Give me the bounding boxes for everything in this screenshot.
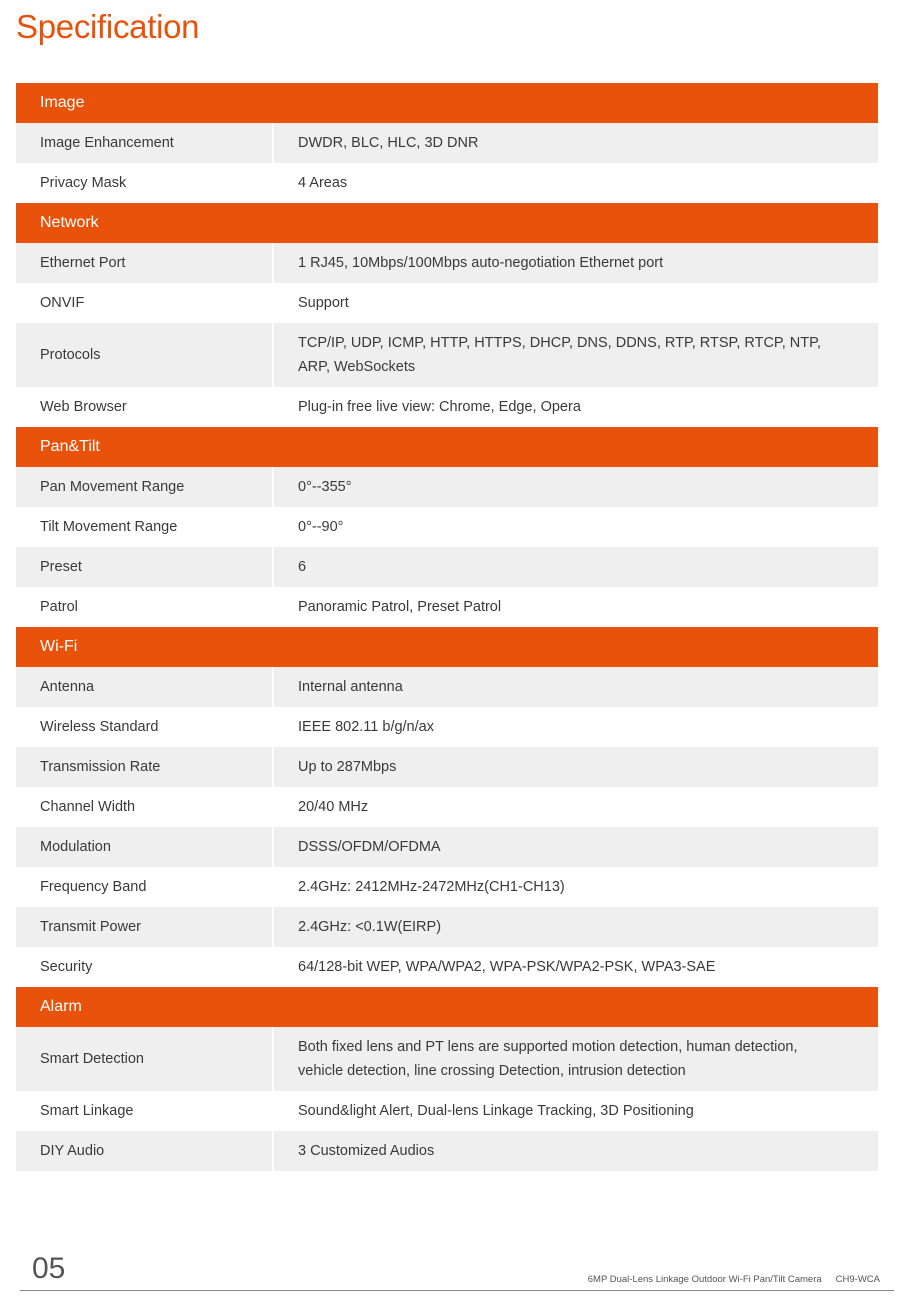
spec-label: Patrol: [16, 587, 274, 627]
section-header: Wi-Fi: [16, 627, 878, 667]
page-title: Specification: [16, 8, 200, 45]
spec-label: Preset: [16, 547, 274, 587]
spec-value: 2.4GHz: <0.1W(EIRP): [298, 919, 442, 935]
spec-label: Protocols: [16, 323, 274, 387]
spec-value: IEEE 802.11 b/g/n/ax: [298, 719, 434, 735]
spec-label: Channel Width: [16, 787, 274, 827]
spec-value: 4 Areas: [298, 175, 348, 191]
spec-label: Transmission Rate: [16, 747, 274, 787]
spec-value: 0°--90°: [298, 519, 344, 535]
spec-row: [16, 283, 878, 323]
spec-value: Internal antenna: [298, 679, 403, 695]
spec-row: [16, 587, 878, 627]
product-name: 6MP Dual-Lens Linkage Outdoor Wi-Fi Pan/Tilt Camera: [587, 1274, 822, 1285]
spec-row: [16, 163, 878, 203]
spec-row: [16, 1131, 878, 1171]
spec-label: Security: [16, 947, 274, 987]
spec-row: [16, 827, 878, 867]
spec-row: [16, 787, 878, 827]
spec-label: Web Browser: [16, 387, 274, 427]
spec-value: Sound&light Alert, Dual-lens Linkage Tracking, 3D Positioning: [298, 1103, 694, 1119]
footer-divider: [20, 1290, 894, 1291]
spec-value: Support: [298, 295, 349, 311]
spec-row: [16, 667, 878, 707]
spec-label: Antenna: [16, 667, 274, 707]
spec-value: 64/128-bit WEP, WPA/WPA2, WPA-PSK/WPA2-PSK, WPA3-SAE: [298, 959, 716, 975]
spec-table: [16, 83, 878, 1171]
spec-value: Both fixed lens and PT lens are supported motion detection, human detection, vehicle detection, line crossing Detection, intrusion detection: [298, 1039, 798, 1079]
spec-value: 20/40 MHz: [298, 799, 369, 815]
spec-value: Plug-in free live view: Chrome, Edge, Opera: [298, 399, 581, 415]
spec-value: 2.4GHz: 2412MHz-2472MHz(CH1-CH13): [298, 879, 565, 895]
spec-label: Pan Movement Range: [16, 467, 274, 507]
footer-caption: [574, 1274, 880, 1285]
page-number: 05: [32, 1252, 66, 1285]
spec-row: [16, 907, 878, 947]
spec-row: [16, 747, 878, 787]
spec-row: [16, 547, 878, 587]
spec-row: [16, 467, 878, 507]
spec-row: [16, 1027, 878, 1091]
spec-label: Privacy Mask: [16, 163, 274, 203]
section-header: Pan&Tilt: [16, 427, 878, 467]
spec-value: 0°--355°: [298, 479, 352, 495]
spec-label: Transmit Power: [16, 907, 274, 947]
spec-value: TCP/IP, UDP, ICMP, HTTP, HTTPS, DHCP, DNS, DDNS, RTP, RTSP, RTCP, NTP, ARP, WebSockets: [298, 335, 821, 375]
spec-value: 1 RJ45, 10Mbps/100Mbps auto-negotiation Ethernet port: [298, 255, 664, 271]
spec-value: DSSS/OFDM/OFDMA: [298, 839, 441, 855]
spec-row: [16, 507, 878, 547]
spec-label: Image Enhancement: [16, 123, 274, 163]
spec-label: Tilt Movement Range: [16, 507, 274, 547]
spec-value: 6: [298, 559, 307, 575]
section-header: Alarm: [16, 987, 878, 1027]
spec-label: DIY Audio: [16, 1131, 274, 1171]
spec-label: Smart Detection: [16, 1027, 274, 1091]
spec-label: Modulation: [16, 827, 274, 867]
spec-value: 3 Customized Audios: [298, 1143, 435, 1159]
section-header: Network: [16, 203, 878, 243]
model-number: CH9-WCA: [835, 1274, 880, 1285]
spec-value: Panoramic Patrol, Preset Patrol: [298, 599, 502, 615]
spec-row: [16, 323, 878, 387]
spec-label: Wireless Standard: [16, 707, 274, 747]
spec-value: DWDR, BLC, HLC, 3D DNR: [298, 135, 479, 151]
spec-row: [16, 867, 878, 907]
spec-row: [16, 387, 878, 427]
spec-label: Frequency Band: [16, 867, 274, 907]
spec-row: [16, 243, 878, 283]
spec-row: [16, 947, 878, 987]
spec-value: Up to 287Mbps: [298, 759, 397, 775]
spec-label: Smart Linkage: [16, 1091, 274, 1131]
section-header: Image: [16, 83, 878, 123]
spec-label: ONVIF: [16, 283, 274, 323]
spec-row: [16, 123, 878, 163]
spec-label: Ethernet Port: [16, 243, 274, 283]
spec-row: [16, 1091, 878, 1131]
spec-row: [16, 707, 878, 747]
